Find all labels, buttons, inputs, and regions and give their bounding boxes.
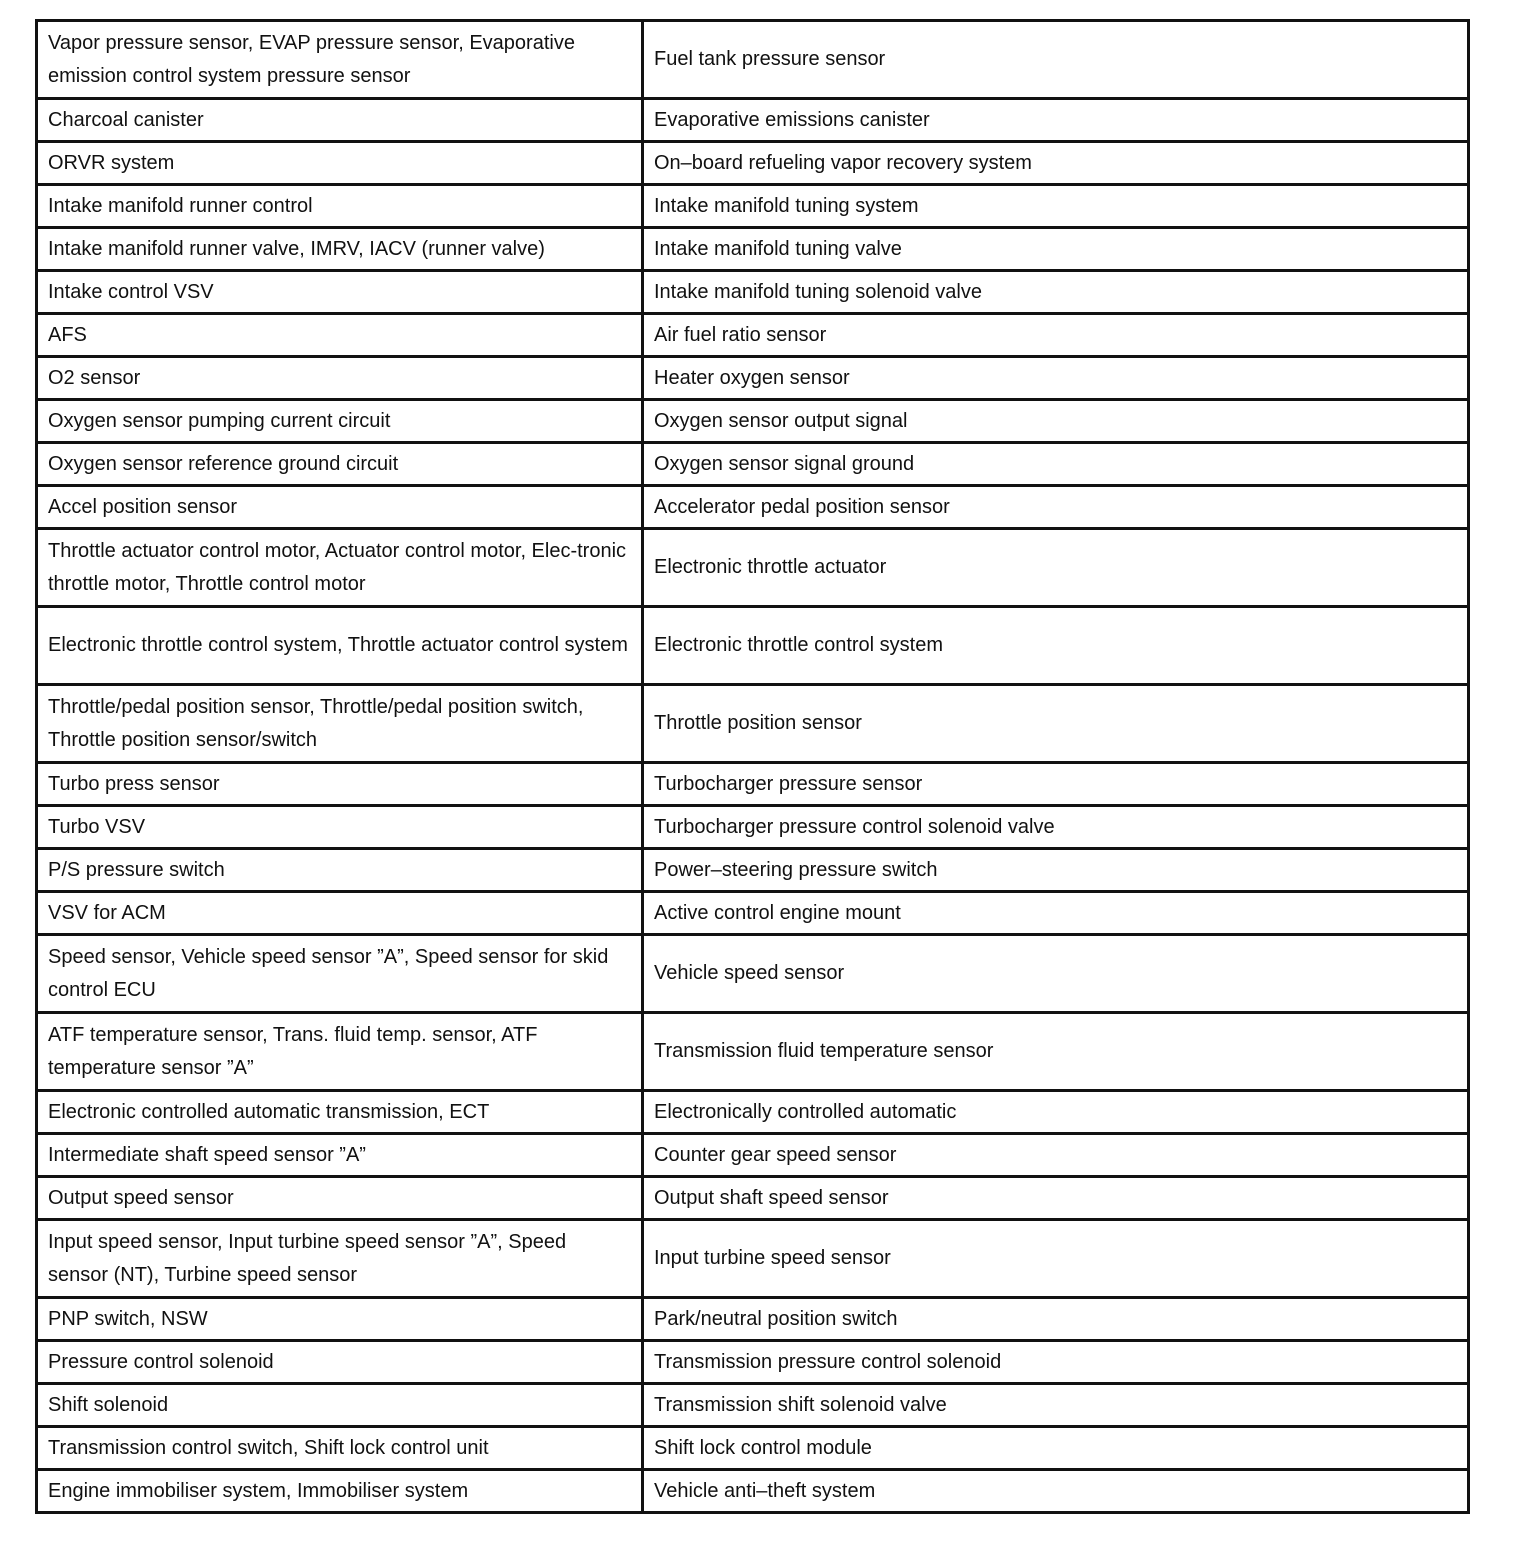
other-term-cell: AFS	[37, 314, 643, 357]
table-row	[37, 1298, 1469, 1341]
standard-term-cell: Vehicle anti–theft system	[643, 1470, 1469, 1513]
other-term-cell: Intake control VSV	[37, 271, 643, 314]
standard-term-cell: Electronic throttle actuator	[643, 529, 1469, 607]
standard-term-cell: Fuel tank pressure sensor	[643, 21, 1469, 99]
standard-term-cell: Intake manifold tuning system	[643, 185, 1469, 228]
other-term-cell: Intake manifold runner control	[37, 185, 643, 228]
standard-term-cell: Accelerator pedal position sensor	[643, 486, 1469, 529]
other-term-cell: Turbo press sensor	[37, 763, 643, 806]
other-term-cell: VSV for ACM	[37, 892, 643, 935]
standard-term-cell: Intake manifold tuning solenoid valve	[643, 271, 1469, 314]
table-row	[37, 357, 1469, 400]
standard-term-cell: Transmission pressure control solenoid	[643, 1341, 1469, 1384]
standard-term-cell: Throttle position sensor	[643, 685, 1469, 763]
terminology-table-body	[37, 21, 1469, 1513]
standard-term-cell: Evaporative emissions canister	[643, 99, 1469, 142]
standard-term-cell: Output shaft speed sensor	[643, 1177, 1469, 1220]
table-row	[37, 1341, 1469, 1384]
other-term-cell: Throttle/pedal position sensor, Throttle/pedal position switch, Throttle position sensor/switch	[37, 685, 643, 763]
other-term-cell: Throttle actuator control motor, Actuator control motor, Elec-tronic throttle motor, Throttle control motor	[37, 529, 643, 607]
other-term-cell: Electronic throttle control system, Throttle actuator control system	[37, 607, 643, 685]
other-term-cell: Oxygen sensor pumping current circuit	[37, 400, 643, 443]
other-term-cell: P/S pressure switch	[37, 849, 643, 892]
table-row	[37, 185, 1469, 228]
standard-term-cell: On–board refueling vapor recovery system	[643, 142, 1469, 185]
standard-term-cell: Input turbine speed sensor	[643, 1220, 1469, 1298]
table-row	[37, 849, 1469, 892]
other-term-cell: Charcoal canister	[37, 99, 643, 142]
other-term-cell: Shift solenoid	[37, 1384, 643, 1427]
table-row	[37, 685, 1469, 763]
table-row	[37, 1134, 1469, 1177]
other-term-cell: Oxygen sensor reference ground circuit	[37, 443, 643, 486]
standard-term-cell: Electronically controlled automatic	[643, 1091, 1469, 1134]
standard-term-cell: Turbocharger pressure sensor	[643, 763, 1469, 806]
standard-term-cell: Transmission shift solenoid valve	[643, 1384, 1469, 1427]
other-term-cell: O2 sensor	[37, 357, 643, 400]
other-term-cell: Intake manifold runner valve, IMRV, IACV (runner valve)	[37, 228, 643, 271]
other-term-cell: Speed sensor, Vehicle speed sensor ”A”, Speed sensor for skid control ECU	[37, 935, 643, 1013]
table-row	[37, 400, 1469, 443]
other-term-cell: Electronic controlled automatic transmission, ECT	[37, 1091, 643, 1134]
standard-term-cell: Transmission fluid temperature sensor	[643, 1013, 1469, 1091]
table-row	[37, 529, 1469, 607]
table-row	[37, 21, 1469, 99]
standard-term-cell: Oxygen sensor output signal	[643, 400, 1469, 443]
table-row	[37, 1427, 1469, 1470]
standard-term-cell: Oxygen sensor signal ground	[643, 443, 1469, 486]
table-row	[37, 142, 1469, 185]
table-row	[37, 1013, 1469, 1091]
table-row	[37, 314, 1469, 357]
other-term-cell: Input speed sensor, Input turbine speed sensor ”A”, Speed sensor (NT), Turbine speed sensor	[37, 1220, 643, 1298]
table-row	[37, 271, 1469, 314]
other-term-cell: ATF temperature sensor, Trans. fluid temp. sensor, ATF temperature sensor ”A”	[37, 1013, 643, 1091]
standard-term-cell: Electronic throttle control system	[643, 607, 1469, 685]
standard-term-cell: Park/neutral position switch	[643, 1298, 1469, 1341]
table-row	[37, 1384, 1469, 1427]
other-term-cell: ORVR system	[37, 142, 643, 185]
standard-term-cell: Turbocharger pressure control solenoid valve	[643, 806, 1469, 849]
other-term-cell: Vapor pressure sensor, EVAP pressure sensor, Evaporative emission control system pressure sensor	[37, 21, 643, 99]
table-row	[37, 806, 1469, 849]
other-term-cell: Intermediate shaft speed sensor ”A”	[37, 1134, 643, 1177]
table-row	[37, 892, 1469, 935]
table-row	[37, 935, 1469, 1013]
other-term-cell: Engine immobiliser system, Immobiliser system	[37, 1470, 643, 1513]
table-row	[37, 443, 1469, 486]
table-row	[37, 1177, 1469, 1220]
table-row	[37, 1470, 1469, 1513]
table-row	[37, 763, 1469, 806]
standard-term-cell: Power–steering pressure switch	[643, 849, 1469, 892]
table-row	[37, 228, 1469, 271]
table-row	[37, 607, 1469, 685]
standard-term-cell: Intake manifold tuning valve	[643, 228, 1469, 271]
other-term-cell: Turbo VSV	[37, 806, 643, 849]
table-row	[37, 486, 1469, 529]
other-term-cell: Transmission control switch, Shift lock control unit	[37, 1427, 643, 1470]
table-row	[37, 1220, 1469, 1298]
standard-term-cell: Vehicle speed sensor	[643, 935, 1469, 1013]
other-term-cell: Accel position sensor	[37, 486, 643, 529]
standard-term-cell: Counter gear speed sensor	[643, 1134, 1469, 1177]
standard-term-cell: Active control engine mount	[643, 892, 1469, 935]
terminology-table	[35, 19, 1470, 1514]
standard-term-cell: Air fuel ratio sensor	[643, 314, 1469, 357]
standard-term-cell: Heater oxygen sensor	[643, 357, 1469, 400]
table-row	[37, 1091, 1469, 1134]
table-row	[37, 99, 1469, 142]
standard-term-cell: Shift lock control module	[643, 1427, 1469, 1470]
other-term-cell: PNP switch, NSW	[37, 1298, 643, 1341]
other-term-cell: Output speed sensor	[37, 1177, 643, 1220]
other-term-cell: Pressure control solenoid	[37, 1341, 643, 1384]
